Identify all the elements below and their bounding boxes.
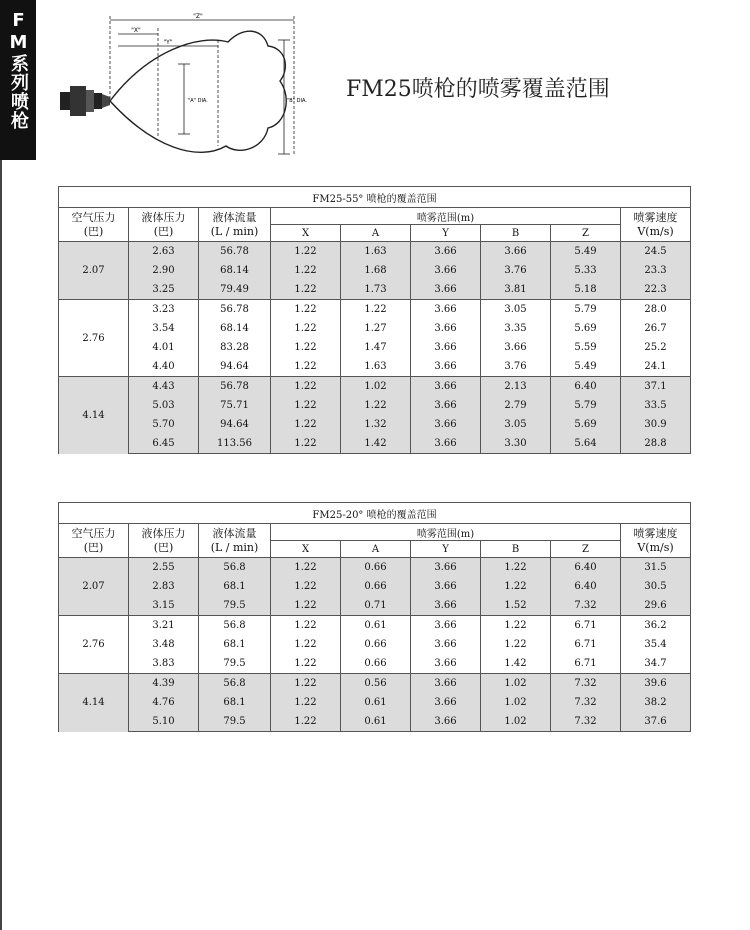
- table-row: [59, 377, 691, 397]
- col-x: X: [271, 225, 341, 242]
- svg-text:"A" DIA.: "A" DIA.: [188, 98, 208, 104]
- table-cell: 3.66: [481, 242, 551, 262]
- table-row: [59, 280, 691, 300]
- table-cell: 38.2: [621, 693, 691, 712]
- air-pressure-cell: 2.07: [59, 558, 129, 616]
- table-cell: 3.76: [481, 261, 551, 280]
- table-cell: 68.14: [199, 319, 271, 338]
- table-cell: 1.47: [341, 338, 411, 357]
- col-liquid-flow: 液体流量 (L / min): [199, 208, 271, 242]
- table-cell: 3.66: [411, 577, 481, 596]
- table-cell: 1.22: [271, 357, 341, 377]
- table-cell: 3.66: [411, 434, 481, 454]
- table-cell: 5.69: [551, 415, 621, 434]
- table-cell: 34.7: [621, 654, 691, 674]
- table-cell: 35.4: [621, 635, 691, 654]
- table-cell: 56.78: [199, 377, 271, 397]
- table-cell: 3.05: [481, 415, 551, 434]
- table-cell: 4.40: [129, 357, 199, 377]
- table-cell: 1.22: [271, 558, 341, 578]
- table-row: [59, 242, 691, 262]
- table-cell: 3.66: [411, 377, 481, 397]
- table-cell: 7.32: [551, 712, 621, 732]
- table-row: [59, 300, 691, 320]
- table-cell: 5.49: [551, 357, 621, 377]
- table-cell: 56.78: [199, 242, 271, 262]
- page-title: FM25喷枪的喷雾覆盖范围: [346, 77, 610, 102]
- table-cell: 2.79: [481, 396, 551, 415]
- table-cell: 56.78: [199, 300, 271, 320]
- table-cell: 2.83: [129, 577, 199, 596]
- table-cell: 3.81: [481, 280, 551, 300]
- table-cell: 26.7: [621, 319, 691, 338]
- table-cell: 1.22: [271, 280, 341, 300]
- col-spray-range: 喷雾范围(m): [271, 208, 621, 225]
- col-a: A: [341, 541, 411, 558]
- table-cell: 1.02: [341, 377, 411, 397]
- air-pressure-cell: 4.14: [59, 674, 129, 732]
- table-cell: 36.2: [621, 616, 691, 636]
- table-cell: 5.69: [551, 319, 621, 338]
- col-x: X: [271, 541, 341, 558]
- table-row: [59, 415, 691, 434]
- table-title: FM25-20° 喷枪的覆盖范围: [59, 503, 691, 524]
- table-cell: 1.22: [271, 654, 341, 674]
- table-cell: 6.71: [551, 654, 621, 674]
- table-cell: 5.33: [551, 261, 621, 280]
- table-cell: 3.66: [411, 338, 481, 357]
- table-cell: 68.14: [199, 261, 271, 280]
- table-row: [59, 712, 691, 732]
- table-cell: 4.43: [129, 377, 199, 397]
- table-cell: 6.40: [551, 577, 621, 596]
- svg-text:"B" DIA.: "B" DIA.: [287, 98, 307, 104]
- table-cell: 79.5: [199, 596, 271, 616]
- table-cell: 6.40: [551, 558, 621, 578]
- table-cell: 1.22: [341, 300, 411, 320]
- table-cell: 1.22: [271, 577, 341, 596]
- table-cell: 3.66: [411, 712, 481, 732]
- table-cell: 1.73: [341, 280, 411, 300]
- table-cell: 1.42: [341, 434, 411, 454]
- table-cell: 30.9: [621, 415, 691, 434]
- table-cell: 30.5: [621, 577, 691, 596]
- table-cell: 3.66: [411, 616, 481, 636]
- table-cell: 3.66: [411, 300, 481, 320]
- table-cell: 5.03: [129, 396, 199, 415]
- air-pressure-cell: 2.07: [59, 242, 129, 300]
- row-group: [59, 377, 691, 454]
- table-cell: 3.15: [129, 596, 199, 616]
- table-cell: 1.22: [271, 396, 341, 415]
- table-cell: 1.42: [481, 654, 551, 674]
- air-pressure-cell: 2.76: [59, 616, 129, 674]
- table-cell: 3.66: [411, 280, 481, 300]
- table-cell: 1.27: [341, 319, 411, 338]
- table-cell: 24.1: [621, 357, 691, 377]
- table-row: [59, 319, 691, 338]
- row-group: [59, 558, 691, 616]
- table-cell: 1.02: [481, 693, 551, 712]
- table-cell: 1.02: [481, 674, 551, 694]
- table-cell: 1.22: [271, 261, 341, 280]
- row-group: [59, 616, 691, 674]
- table-cell: 7.32: [551, 674, 621, 694]
- table-cell: 3.83: [129, 654, 199, 674]
- table-cell: 3.05: [481, 300, 551, 320]
- table-row: [59, 577, 691, 596]
- col-a: A: [341, 225, 411, 242]
- table-cell: 4.01: [129, 338, 199, 357]
- table-cell: 79.49: [199, 280, 271, 300]
- table-cell: 0.66: [341, 654, 411, 674]
- table-cell: 37.1: [621, 377, 691, 397]
- table-cell: 1.22: [271, 596, 341, 616]
- table-cell: 1.52: [481, 596, 551, 616]
- col-liquid-flow: 液体流量 (L / min): [199, 524, 271, 558]
- table-title: FM25-55° 喷枪的覆盖范围: [59, 187, 691, 208]
- table-cell: 7.32: [551, 693, 621, 712]
- table-cell: 3.23: [129, 300, 199, 320]
- table-cell: 113.56: [199, 434, 271, 454]
- table-cell: 33.5: [621, 396, 691, 415]
- table-cell: 0.61: [341, 693, 411, 712]
- table-cell: 28.0: [621, 300, 691, 320]
- table-cell: 3.35: [481, 319, 551, 338]
- spray-cloud: [110, 31, 286, 152]
- table-cell: 23.3: [621, 261, 691, 280]
- table-cell: 2.90: [129, 261, 199, 280]
- table-cell: 1.22: [271, 338, 341, 357]
- table-row: [59, 693, 691, 712]
- table-cell: 6.45: [129, 434, 199, 454]
- table-cell: 4.76: [129, 693, 199, 712]
- table-cell: 3.66: [411, 596, 481, 616]
- table-cell: 3.66: [481, 338, 551, 357]
- table-cell: 1.22: [271, 674, 341, 694]
- svg-text:"X": "X": [131, 27, 141, 34]
- table-cell: 25.2: [621, 338, 691, 357]
- air-pressure-cell: 4.14: [59, 377, 129, 454]
- table-cell: 1.22: [481, 616, 551, 636]
- table-cell: 3.66: [411, 415, 481, 434]
- table-cell: 29.6: [621, 596, 691, 616]
- spray-coverage-diagram: [58, 6, 318, 166]
- table-cell: 5.79: [551, 396, 621, 415]
- table-cell: 6.71: [551, 635, 621, 654]
- table-cell: 0.61: [341, 616, 411, 636]
- table-row: [59, 558, 691, 578]
- table-cell: 0.66: [341, 577, 411, 596]
- table-cell: 1.22: [271, 635, 341, 654]
- table-cell: 3.66: [411, 242, 481, 262]
- table-cell: 68.1: [199, 577, 271, 596]
- table-cell: 3.66: [411, 396, 481, 415]
- col-z: Z: [551, 225, 621, 242]
- table-cell: 1.22: [271, 415, 341, 434]
- col-b: B: [481, 541, 551, 558]
- table-cell: 3.25: [129, 280, 199, 300]
- table-cell: 1.22: [271, 693, 341, 712]
- table-cell: 1.22: [271, 319, 341, 338]
- table-cell: 1.22: [271, 242, 341, 262]
- table-cell: 24.5: [621, 242, 691, 262]
- table-cell: 79.5: [199, 712, 271, 732]
- table-cell: 3.76: [481, 357, 551, 377]
- table-cell: 1.22: [271, 616, 341, 636]
- table-cell: 4.39: [129, 674, 199, 694]
- table-cell: 6.71: [551, 616, 621, 636]
- col-z: Z: [551, 541, 621, 558]
- table-cell: 68.1: [199, 635, 271, 654]
- table-cell: 5.70: [129, 415, 199, 434]
- table-row: [59, 654, 691, 674]
- table-cell: 5.10: [129, 712, 199, 732]
- row-group: [59, 242, 691, 300]
- table-cell: 1.63: [341, 357, 411, 377]
- table-row: [59, 261, 691, 280]
- col-spray-speed: 喷雾速度 V(m/s): [621, 208, 691, 242]
- table-cell: 94.64: [199, 415, 271, 434]
- table-cell: 3.66: [411, 558, 481, 578]
- table-cell: 0.61: [341, 712, 411, 732]
- table-cell: 3.66: [411, 654, 481, 674]
- coverage-table-55: [58, 186, 691, 454]
- table-cell: 3.66: [411, 693, 481, 712]
- table-cell: 6.40: [551, 377, 621, 397]
- table-cell: 28.8: [621, 434, 691, 454]
- nozzle-icon: [60, 86, 110, 116]
- table-cell: 83.28: [199, 338, 271, 357]
- row-group: [59, 300, 691, 377]
- table-row: [59, 635, 691, 654]
- row-group: [59, 674, 691, 732]
- table-cell: 3.21: [129, 616, 199, 636]
- col-liquid-pressure: 液体压力 (巴): [129, 524, 199, 558]
- table-cell: 1.68: [341, 261, 411, 280]
- table-row: [59, 434, 691, 454]
- table-cell: 56.8: [199, 616, 271, 636]
- table-cell: 2.63: [129, 242, 199, 262]
- table-cell: 94.64: [199, 357, 271, 377]
- table-cell: 1.22: [341, 396, 411, 415]
- table-cell: 56.8: [199, 558, 271, 578]
- table-cell: 1.22: [271, 712, 341, 732]
- table-cell: 1.22: [481, 635, 551, 654]
- svg-text:"Y": "Y": [163, 39, 173, 46]
- table-cell: 1.22: [271, 377, 341, 397]
- table-cell: 3.48: [129, 635, 199, 654]
- table-cell: 5.79: [551, 300, 621, 320]
- table-row: [59, 674, 691, 694]
- svg-text:"Z": "Z": [193, 13, 203, 20]
- air-pressure-cell: 2.76: [59, 300, 129, 377]
- coverage-table-20: [58, 502, 691, 732]
- table-cell: 1.32: [341, 415, 411, 434]
- table-cell: 3.66: [411, 674, 481, 694]
- col-y: Y: [411, 541, 481, 558]
- table-cell: 22.3: [621, 280, 691, 300]
- table-cell: 2.55: [129, 558, 199, 578]
- col-air-pressure: 空气压力 (巴): [59, 208, 129, 242]
- table-cell: 56.8: [199, 674, 271, 694]
- table-cell: 0.66: [341, 558, 411, 578]
- table-cell: 5.18: [551, 280, 621, 300]
- table-row: [59, 357, 691, 377]
- table-cell: 0.56: [341, 674, 411, 694]
- table-cell: 2.13: [481, 377, 551, 397]
- table-cell: 3.66: [411, 261, 481, 280]
- table-cell: 1.22: [271, 300, 341, 320]
- table-cell: 0.71: [341, 596, 411, 616]
- table-cell: 7.32: [551, 596, 621, 616]
- table-cell: 3.66: [411, 635, 481, 654]
- col-y: Y: [411, 225, 481, 242]
- table-cell: 5.64: [551, 434, 621, 454]
- table-cell: 1.22: [271, 434, 341, 454]
- table-cell: 3.66: [411, 319, 481, 338]
- table-cell: 1.22: [481, 577, 551, 596]
- table-cell: 3.54: [129, 319, 199, 338]
- table-cell: 31.5: [621, 558, 691, 578]
- col-spray-range: 喷雾范围(m): [271, 524, 621, 541]
- table-cell: 39.6: [621, 674, 691, 694]
- table-cell: 3.30: [481, 434, 551, 454]
- table-cell: 68.1: [199, 693, 271, 712]
- table-cell: 3.66: [411, 357, 481, 377]
- table-cell: 5.59: [551, 338, 621, 357]
- col-air-pressure: 空气压力 (巴): [59, 524, 129, 558]
- table-cell: 79.5: [199, 654, 271, 674]
- col-liquid-pressure: 液体压力 (巴): [129, 208, 199, 242]
- left-rule: [0, 160, 2, 930]
- table-row: [59, 396, 691, 415]
- table-row: [59, 616, 691, 636]
- table-cell: 1.22: [481, 558, 551, 578]
- side-tab: FM系列喷枪: [0, 0, 36, 160]
- table-cell: 5.49: [551, 242, 621, 262]
- table-cell: 1.02: [481, 712, 551, 732]
- table-row: [59, 596, 691, 616]
- table-cell: 0.66: [341, 635, 411, 654]
- table-cell: 75.71: [199, 396, 271, 415]
- table-row: [59, 338, 691, 357]
- col-b: B: [481, 225, 551, 242]
- table-cell: 1.63: [341, 242, 411, 262]
- col-spray-speed: 喷雾速度 V(m/s): [621, 524, 691, 558]
- table-cell: 37.6: [621, 712, 691, 732]
